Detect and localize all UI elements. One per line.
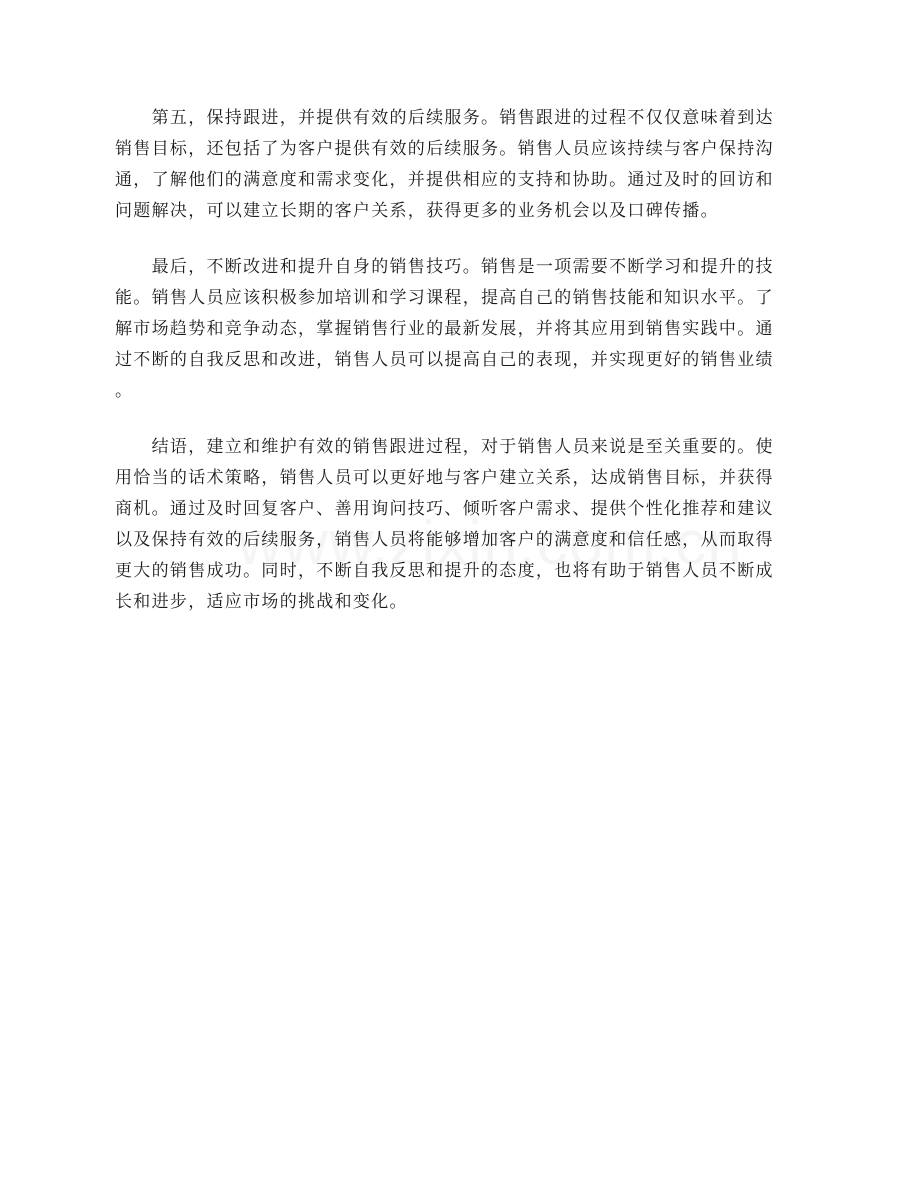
- text-line: 更大的销售成功。同时，不断自我反思和提升的态度，也将有助于销售人员不断成: [115, 561, 774, 581]
- text-line: 能。销售人员应该积极参加培训和学习课程，提高自己的销售技能和知识水平。了: [115, 288, 774, 308]
- text-line: 解市场趋势和竞争动态，掌握销售行业的最新发展，并将其应用到销售实践中。通: [115, 319, 774, 339]
- text-line: 问题解决，可以建立长期的客户关系，获得更多的业务机会以及口碑传播。: [115, 201, 719, 221]
- text-line: 过不断的自我反思和改进，销售人员可以提高自己的表现，并实现更好的销售业绩: [115, 350, 774, 370]
- paragraph-improve-skills: [115, 252, 805, 407]
- text-line: 最后，不断改进和提升自身的销售技巧。销售是一项需要不断学习和提升的技: [115, 257, 774, 277]
- text-line: 销售目标，还包括了为客户提供有效的后续服务。销售人员应该持续与客户保持沟: [115, 139, 774, 159]
- text-line: 结语，建立和维护有效的销售跟进过程，对于销售人员来说是至关重要的。使: [115, 437, 774, 457]
- text-line: 用恰当的话术策略，销售人员可以更好地与客户建立关系，达成销售目标，并获得: [115, 468, 774, 488]
- text-line: 以及保持有效的后续服务，销售人员将能够增加客户的满意度和信任感，从而取得: [115, 530, 774, 550]
- paragraph-conclusion: [115, 432, 805, 618]
- text-line: 通，了解他们的满意度和需求变化，并提供相应的支持和协助。通过及时的回访和: [115, 170, 774, 190]
- paragraph-follow-up-service: [115, 103, 805, 227]
- text-line: 。: [115, 381, 134, 401]
- text-line: 长和进步，适应市场的挑战和变化。: [115, 592, 408, 612]
- document-body: [115, 103, 805, 643]
- text-line: 商机。通过及时回复客户、善用询问技巧、倾听客户需求、提供个性化推荐和建议: [115, 499, 774, 519]
- text-line: 第五，保持跟进，并提供有效的后续服务。销售跟进的过程不仅仅意味着到达: [115, 108, 774, 128]
